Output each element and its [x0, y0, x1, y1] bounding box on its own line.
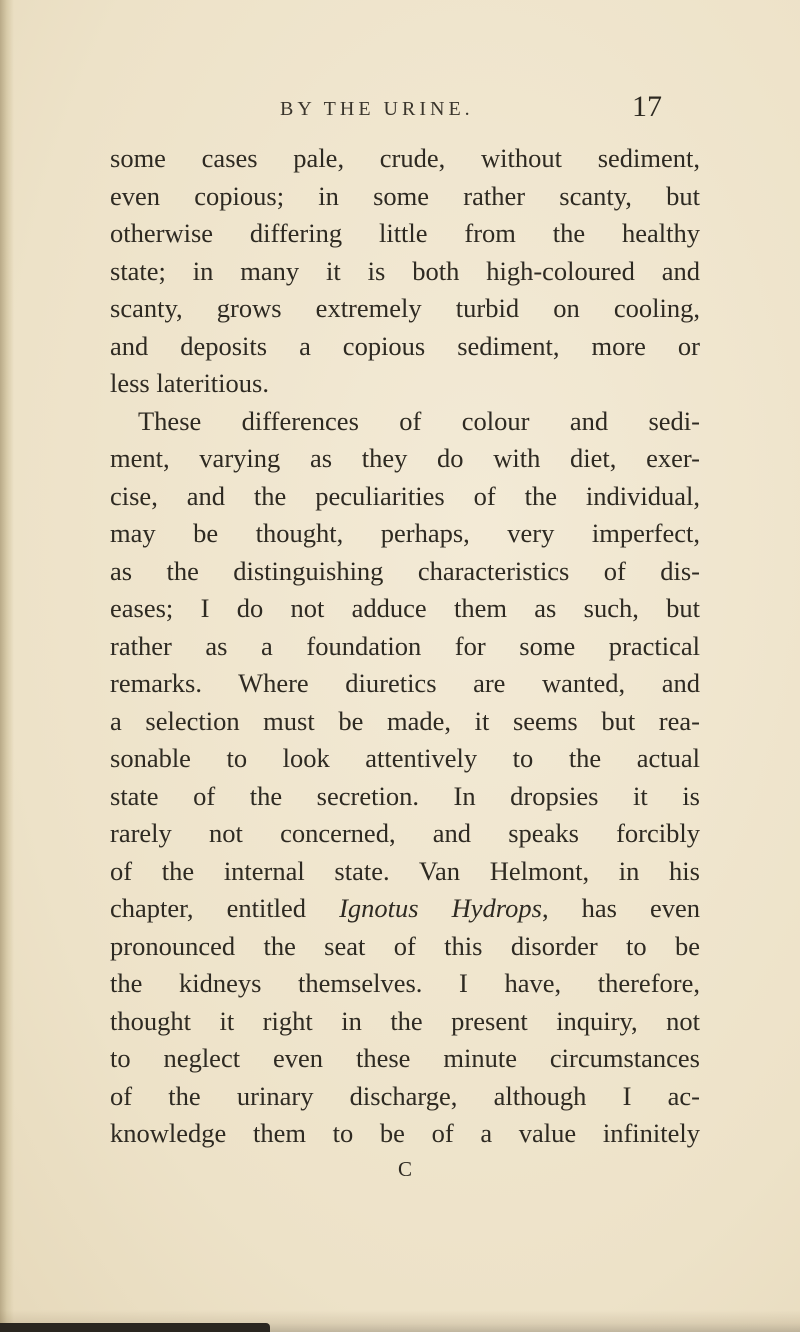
text-line: state of the secretion. In dropsies it is: [110, 780, 700, 811]
text-line: ment, varying as they do with diet, exer-: [110, 443, 700, 473]
text-line: thought it right in the present inquiry, not: [110, 1005, 700, 1036]
text-line: scanty, grows extremely turbid on cooling,: [110, 293, 700, 323]
text-line: even copious; in some rather scanty, but: [110, 180, 700, 211]
text-line: knowledge them to be of a value infinitely: [110, 1118, 700, 1148]
page-header: [0, 90, 800, 130]
text-line: cise, and the peculiarities of the individual,: [110, 480, 700, 511]
text-line: sonable to look attentively to the actual: [110, 743, 700, 773]
text-line: otherwise differing little from the healthy: [110, 218, 700, 248]
body-text: [110, 140, 700, 1153]
text-line: and deposits a copious sediment, more or: [110, 330, 700, 361]
italic-title: Ignotus Hydrops: [339, 893, 542, 923]
text-segment: chapter, entitled: [110, 893, 340, 923]
text-line: may be thought, perhaps, very imperfect,: [110, 518, 700, 548]
text-segment: , has even: [541, 893, 700, 923]
text-line: eases; I do not adduce them as such, but: [110, 593, 700, 623]
text-line: state; in many it is both high-coloured and: [110, 255, 700, 286]
text-line: some cases pale, crude, without sediment,: [110, 143, 700, 173]
text-line: pronounced the seat of this disorder to be: [110, 930, 700, 961]
text-line: rarely not concerned, and speaks forcibly: [110, 818, 700, 848]
text-line: the kidneys themselves. I have, therefore,: [110, 968, 700, 998]
text-line: a selection must be made, it seems but rea-: [110, 705, 700, 736]
text-line-with-italic: [110, 890, 700, 928]
text-line: rather as a foundation for some practical: [110, 630, 700, 661]
text-line: These differences of colour and sedi-: [138, 405, 700, 436]
running-head: BY THE URINE.: [280, 98, 474, 120]
text-line: less lateritious.: [110, 368, 269, 398]
signature-mark: C: [398, 1157, 413, 1181]
page-number: 17: [632, 90, 662, 123]
page-bottom-edge: [0, 1323, 270, 1332]
text-line: to neglect even these minute circumstances: [110, 1043, 700, 1073]
text-line: of the urinary discharge, although I ac-: [110, 1080, 700, 1111]
text-line: remarks. Where diuretics are wanted, and: [110, 668, 700, 698]
page-gutter-shadow: [0, 0, 14, 1332]
text-line: of the internal state. Van Helmont, in his: [110, 855, 700, 886]
text-line: as the distinguishing characteristics of dis-: [110, 555, 700, 586]
